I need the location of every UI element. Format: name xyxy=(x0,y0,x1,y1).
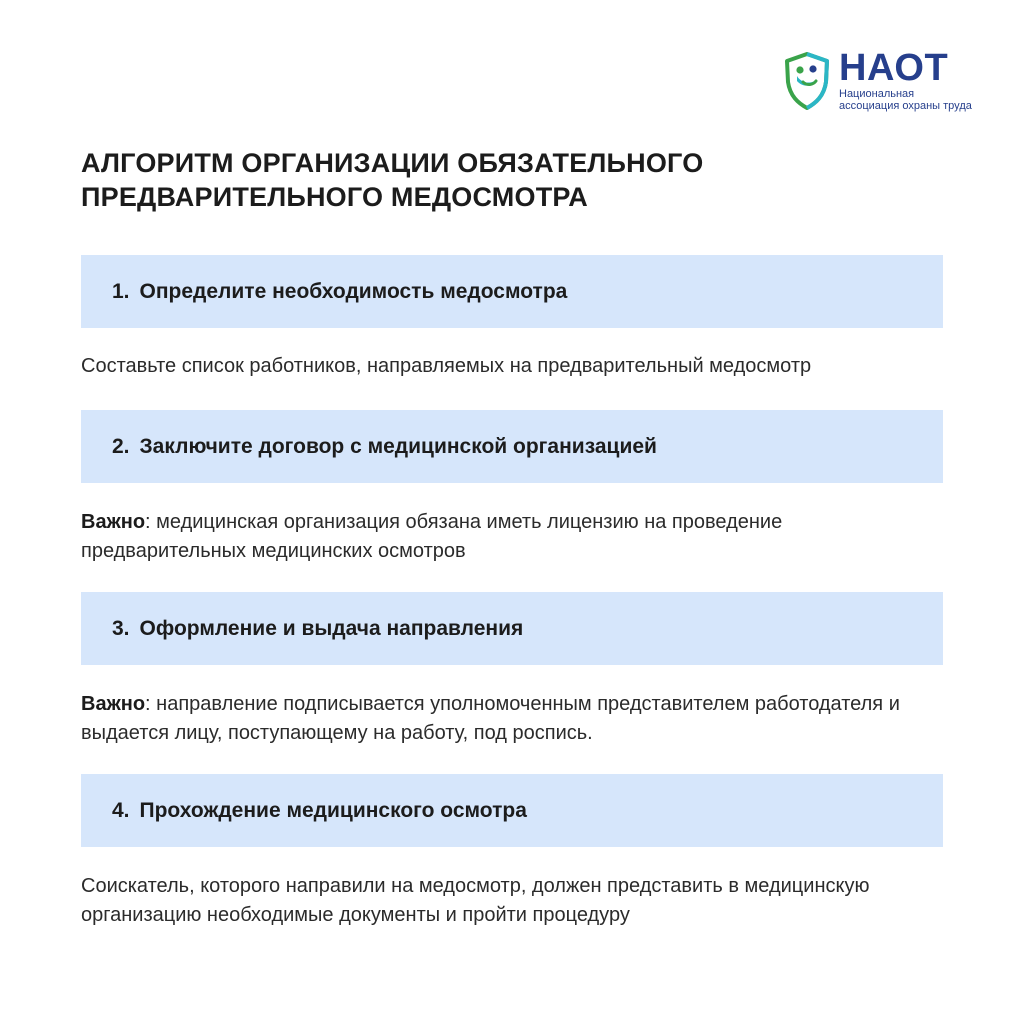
step-4-heading: Прохождение медицинского осмотра xyxy=(139,798,527,822)
step-3-description xyxy=(81,690,941,748)
step-2-important-label: Важно xyxy=(81,511,146,533)
step-3-number: 3. xyxy=(112,616,130,640)
step-3-text: : направление подписывается уполномоченным представителем работодателя и выдается лицу, поступающему на работу, под роспись. xyxy=(81,693,900,744)
step-1-text: Составьте список работников, направляемых на предварительный медосмотр xyxy=(81,355,812,377)
step-4-header xyxy=(81,774,943,847)
page-title: АЛГОРИТМ ОРГАНИЗАЦИИ ОБЯЗАТЕЛЬНОГО ПРЕДВАРИТЕЛЬНОГО МЕДОСМОТРА xyxy=(81,148,704,212)
step-1-description xyxy=(81,352,941,381)
step-4-text: Соискатель, которого направили на медосмотр, должен представить в медицинскую организацию необходимые документы и пройти процедуру xyxy=(81,875,870,926)
step-1-number: 1. xyxy=(112,279,130,303)
step-3-header xyxy=(81,592,943,665)
step-4-description xyxy=(81,872,941,930)
logo-name: НАОТ xyxy=(839,47,949,89)
step-2-description xyxy=(81,508,941,566)
step-3-heading: Оформление и выдача направления xyxy=(139,616,524,640)
brand-logo xyxy=(783,47,973,114)
step-2-heading: Заключите договор с медицинской организацией xyxy=(139,434,657,458)
step-1-heading: Определите необходимость медосмотра xyxy=(139,279,568,303)
step-2-text: : медицинская организация обязана иметь лицензию на проведение предварительных медицинских осмотров xyxy=(81,511,783,562)
step-3-important-label: Важно xyxy=(81,693,146,715)
shield-logo-icon xyxy=(783,52,831,110)
step-1-header xyxy=(81,255,943,328)
step-2-header xyxy=(81,410,943,483)
step-4-number: 4. xyxy=(112,798,130,822)
logo-subtitle: Национальная ассоциация охраны труда xyxy=(839,88,972,112)
step-2-number: 2. xyxy=(112,434,130,458)
